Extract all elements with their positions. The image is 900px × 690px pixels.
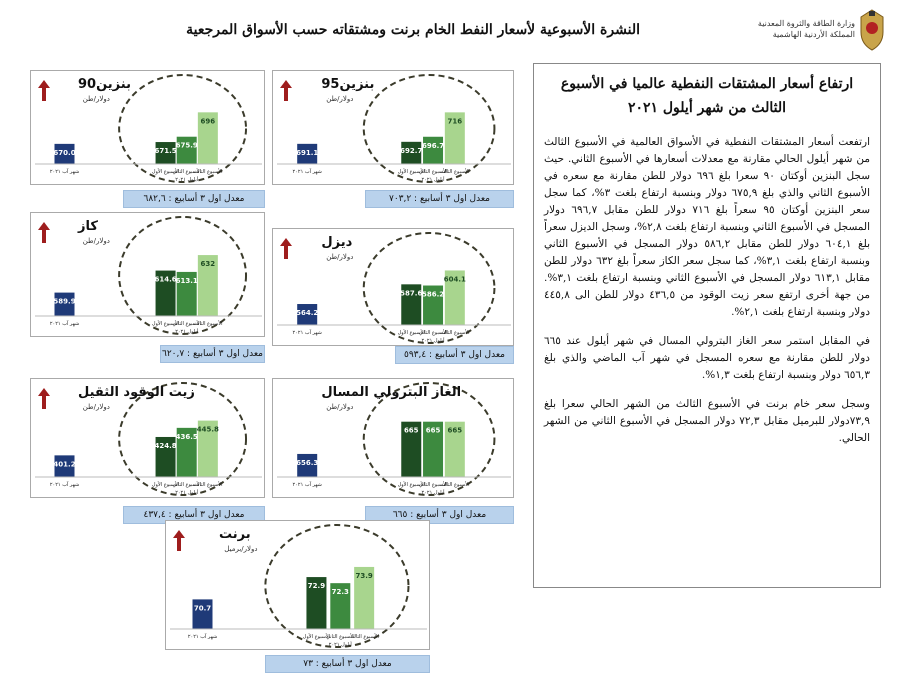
category-label: الأسبوع الثاني (418, 330, 448, 336)
category-label: شهر آب ٢٠٢١ (187, 634, 218, 640)
data-label: 632 (200, 260, 216, 269)
average-caption: معدل اول ٣ أسابيع : ٧٠٣,٢ (365, 190, 514, 208)
group-label: أيلول ٢٠٢١ (328, 642, 352, 648)
up-arrow-icon (173, 530, 185, 551)
up-arrow-icon (38, 80, 50, 101)
data-label: 696.7 (421, 141, 445, 150)
data-label: 72.9 (307, 582, 326, 591)
chart-svg-kerosene (31, 213, 266, 338)
group-label: أيلول ٢٠٢١ (175, 329, 199, 335)
category-label: الأسبوع الأول (397, 482, 425, 488)
chart-unit: دولار/طن (326, 253, 354, 261)
chart-title: بنزين95 (321, 77, 375, 92)
category-label: الأسبوع الثالث (349, 634, 379, 640)
data-label: 665 (447, 426, 463, 435)
chart-title: الغاز البترولي المسال (321, 385, 462, 400)
group-label: أيلول ٢٠٢١ (421, 338, 445, 344)
article-paragraph: ارتفعت أسعار المشتقات النفطية في الأسواق العالمية في الأسبوع الثالث من شهر أيلول الحالي مقارنة مع معدلات أسعارها في الأسبوع الثاني. حيث سجل البنزين أوكتان ٩٠ سعرا بلغ ٦٩٦ دولار للطن مقارنة مع سعره في الأسبوع الثاني والذي بلغ ٦٧٥,٩ دولار وبنسبة ارتفاع بلغت ٣%، كما سجل سعر البنزين أوكتان ٩٥ سعراً بلغ ٧١٦ دولار للطن مقابل ٦٩٦,٧ دولار المسجل في الأسبوع الثاني وبنسبة ارتفاع بلغت ٢,٨%، وسجل الديزل سعراً بلغ ٦٠٤,١ دولار للطن مقابل ٥٨٦,٢ دولار المسجل في الأسبوع الثاني وبنسبة ارتفاع بلغت ٣,١%، كما سجل سعر الكاز سعراً بلغ ٦٣٢ دولار للطن مقابل ٦١٣,١ دولار المسجل في الأسبوع الثاني وبنسبة ارتفاع بلغت ٣,١%. من جهة أخرى ارتفع سعر زيت الوقود من ٤٣٦,٥ دولار للطن الى ٤٤٥,٨ دولار وبنسبة ارتفاع بلغت ٢,١%. (544, 136, 871, 318)
chart-card-gasoline90 (30, 70, 265, 185)
logo-text: وزارة الطاقة والثروة المعدنية المملكة الأردنية الهاشمية (757, 19, 855, 39)
chart-card-lpg (272, 378, 514, 498)
category-label: شهر آب ٢٠٢١ (292, 169, 322, 175)
chart-unit: دولار/طن (326, 95, 354, 103)
up-arrow-icon (280, 238, 292, 259)
data-label: 445.8 (196, 425, 219, 434)
chart-svg-brent (166, 521, 431, 651)
data-label: 436.5 (175, 432, 198, 441)
category-label: الأسبوع الأول (151, 482, 180, 488)
data-label: 604.1 (443, 275, 466, 284)
data-label: 70.7 (193, 604, 212, 613)
chart-svg-diesel (273, 229, 515, 347)
data-label: 656.3 (296, 458, 319, 467)
page-title: النشرة الأسبوعية لأسعار النفط الخام برنت ومشتقاته حسب الأسواق المرجعية (186, 22, 640, 38)
category-label: الأسبوع الثاني (172, 482, 202, 488)
category-label: الأسبوع الأول (302, 634, 331, 640)
emblem-icon (855, 8, 889, 52)
chart-title: كاز (78, 219, 98, 234)
data-label: 665 (425, 426, 441, 435)
article-heading: ارتفاع أسعار المشتقات النفطية عالميا في الأسبوع الثالث من شهر أيلول ٢٠٢١ (560, 76, 854, 116)
chart-card-brent (165, 520, 430, 650)
average-caption: معدل اول ٣ أسابيع : ٥٩٣,٤ (395, 346, 514, 364)
category-label: الأسبوع الأول (397, 169, 425, 175)
chart-svg-gasoline95 (273, 71, 515, 186)
average-caption: معدل اول ٣ أسابيع : ٧٣ (265, 655, 430, 673)
chart-card-gasoline95 (272, 70, 514, 185)
chart-unit: دولار/طن (82, 237, 110, 245)
category-label: الأسبوع الثالث (193, 482, 223, 488)
data-label: 614.6 (154, 275, 177, 284)
group-label: أيلول ٢٠٢١ (175, 490, 199, 496)
category-label: الأسبوع الثاني (172, 321, 202, 327)
data-label: 670.0 (53, 148, 76, 157)
category-label: الأسبوع الثالث (440, 169, 470, 175)
data-label: 716 (447, 117, 463, 126)
article-paragraph: وسجل سعر خام برنت في الأسبوع الثالث من الشهر الحالي سعرا بلغ ٧٣,٩دولار للبرميل مقابل ٧٢,٣ دولار المسجل في الأسبوع الثاني من الشهر الحالي. (544, 398, 870, 444)
category-label: الأسبوع الثالث (440, 482, 470, 488)
chart-title: بنزين90 (78, 77, 131, 92)
category-label: الأسبوع الثاني (172, 169, 202, 175)
chart-card-kerosene (30, 212, 265, 337)
category-label: الأسبوع الثاني (418, 169, 448, 175)
data-label: 424.8 (154, 441, 177, 450)
article-paragraph: في المقابل استمر سعر الغاز البترولي المسال في شهر أيلول عند ٦٦٥ دولار للطن مقارنة مع سعره المسجل في شهر آب الماضي والذي بلغ ٦٥٦,٣ دولار وبنسبة ارتفاع بلغت ١,٣%. (544, 335, 870, 381)
september-highlight-ellipse (364, 75, 495, 182)
chart-svg-gasoline90 (31, 71, 266, 186)
data-label: 692.7 (400, 146, 423, 155)
data-label: 587.6 (400, 289, 423, 298)
data-label: 589.9 (53, 297, 76, 306)
chart-title: برنت (219, 527, 251, 542)
average-caption: معدل اول ٣ أسابيع : ٦٢٠,٧ (160, 345, 265, 363)
average-caption: معدل اول ٣ أسابيع : ٤٣٧,٤ (123, 506, 265, 524)
chart-card-fueloil (30, 378, 265, 498)
data-label: 665 (403, 426, 419, 435)
data-label: 72.3 (331, 588, 349, 597)
category-label: الأسبوع الأول (151, 169, 180, 175)
group-label: أيلول ٢٠٢١ (421, 177, 445, 183)
category-label: الأسبوع الأول (397, 330, 425, 336)
category-label: الأسبوع الثاني (325, 634, 355, 640)
chart-card-diesel (272, 228, 514, 346)
data-label: 564.2 (296, 309, 319, 318)
chart-unit: دولار/طن (82, 403, 110, 411)
article-panel (533, 63, 881, 588)
group-label: أيلول ٢٠٢١ (421, 490, 445, 496)
category-label: الأسبوع الثاني (418, 482, 448, 488)
category-label: شهر آب ٢٠٢١ (49, 169, 80, 175)
september-highlight-ellipse (119, 75, 246, 182)
data-label: 613.1 (175, 276, 198, 285)
average-caption: معدل اول ٣ أسابيع : ٦٦٥ (365, 506, 514, 524)
up-arrow-icon (280, 80, 292, 101)
data-label: 586.2 (421, 290, 445, 299)
data-label: 691.1 (296, 148, 319, 157)
category-label: شهر آب ٢٠٢١ (292, 330, 322, 336)
category-label: الأسبوع الثالث (193, 321, 223, 327)
data-label: 401.2 (53, 460, 76, 469)
chart-unit: دولار/طن (326, 403, 354, 411)
category-label: الأسبوع الثالث (193, 169, 223, 175)
category-label: شهر آب ٢٠٢١ (292, 482, 322, 488)
average-caption: معدل اول ٣ أسابيع : ٦٨٢,٦ (123, 190, 265, 208)
ministry-logo (715, 8, 890, 54)
up-arrow-icon (38, 222, 50, 243)
chart-title: ديزل (321, 235, 353, 250)
chart-title: زيت الوقود الثقيل (78, 385, 195, 400)
chart-unit: دولار/طن (82, 95, 110, 103)
category-label: شهر آب ٢٠٢١ (49, 482, 80, 488)
category-label: الأسبوع الأول (151, 321, 180, 327)
data-label: 696 (200, 117, 216, 126)
category-label: الأسبوع الثالث (440, 330, 470, 336)
chart-unit: دولار/برميل (224, 545, 258, 553)
group-label: أيلول ٢٠٢١ (175, 177, 199, 183)
data-label: 73.9 (355, 571, 373, 580)
data-label: 675.9 (175, 141, 198, 150)
data-label: 671.5 (154, 147, 177, 156)
category-label: شهر آب ٢٠٢١ (49, 321, 80, 327)
up-arrow-icon (38, 388, 50, 409)
